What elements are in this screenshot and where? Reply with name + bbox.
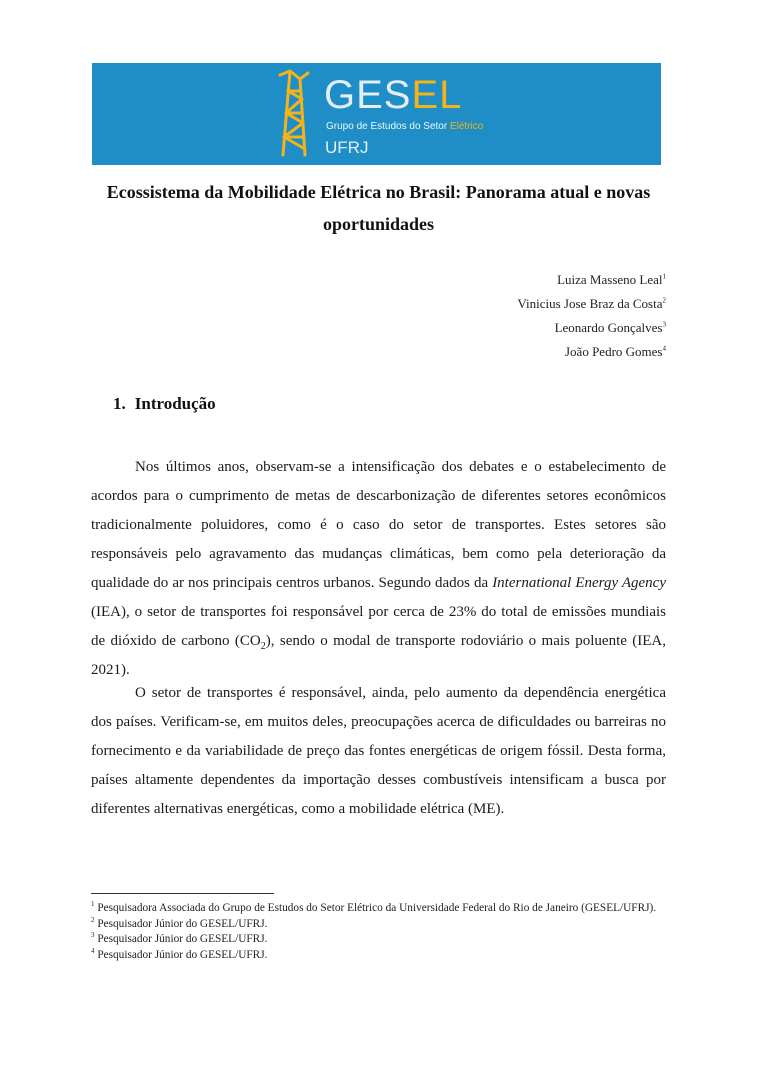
footnote-mark: 1 bbox=[662, 272, 666, 281]
footnote-mark: 4 bbox=[662, 344, 666, 353]
paper-title: Ecossistema da Mobilidade Elétrica no Brasil: Panorama atual e novas oportunidades bbox=[106, 182, 651, 234]
transmission-tower-icon bbox=[276, 69, 312, 159]
footnote-mark: 2 bbox=[662, 296, 666, 305]
author-item: João Pedro Gomes$^4$ bbox=[565, 344, 666, 359]
footnote-item: $^3$ Pesquisador Júnior do GESEL/UFRJ. bbox=[91, 931, 268, 945]
body-paragraph-2: O setor de transportes é responsável, ainda, pelo aumento da dependência energética dos países. Verificam-se, em muitos deles, preocupações acerca de dificuldades ou barreiras no fornecimento e da variabilidade de preço das fontes energéticas de origem fóssil. Desta forma, países altamente dependentes da importação desses combustíveis intensificam a busca por diferentes alternativas energéticas, como a mobilidade elétrica (ME). bbox=[91, 685, 666, 817]
author-item: Vinicius Jose Braz da Costa$^2$ bbox=[517, 296, 666, 311]
italic-term: International Energy Agency bbox=[492, 575, 666, 591]
body-paragraph-1: Nos últimos anos, observam-se a intensificação dos debates e o estabelecimento de acordos para o cumprimento de metas de descarbonização de diferentes setores econômicos tradicionalmente poluidores, como é o caso do setor de transportes. Estes setores são responsáveis pelo agravamento das mudanças climáticas, bem como pela deterioração da qualidade do ar nos principais centros urbanos. Segundo dados da International Energy Agency (IEA), o setor de transportes foi responsável por cerca de 23% do total de emissões mundiais de dióxido de carbono $(CO_2)$, sendo o modal de transporte rodoviário o mais poluente (IEA, 2021). bbox=[91, 459, 666, 678]
footnote-item: $^1$ Pesquisadora Associada do Grupo de Estudos do Setor Elétrico da Universidade Federal do Rio de Janeiro (GESEL/UFRJ). bbox=[91, 900, 657, 914]
author-list bbox=[517, 268, 666, 364]
logo-university: UFRJ bbox=[325, 138, 369, 157]
footnote-item: $^2$ Pesquisador Júnior do GESEL/UFRJ. bbox=[91, 915, 268, 930]
logo-subtitle: Grupo de Estudos do Setor Elétrico bbox=[326, 121, 484, 132]
author-item: Leonardo Gonçalves$^3$ bbox=[554, 320, 666, 335]
section-heading: 1. Introdução bbox=[113, 394, 216, 413]
footnote-item: $^4$ Pesquisador Júnior do GESEL/UFRJ. bbox=[91, 946, 268, 961]
logo-wordmark: GESEL bbox=[324, 73, 463, 117]
header-banner bbox=[92, 63, 661, 165]
author-item: Luiza Masseno Leal$^1$ bbox=[557, 272, 666, 287]
footnote-list bbox=[91, 901, 667, 963]
footnote-mark: 3 bbox=[662, 320, 666, 329]
footnote-divider bbox=[91, 893, 274, 894]
